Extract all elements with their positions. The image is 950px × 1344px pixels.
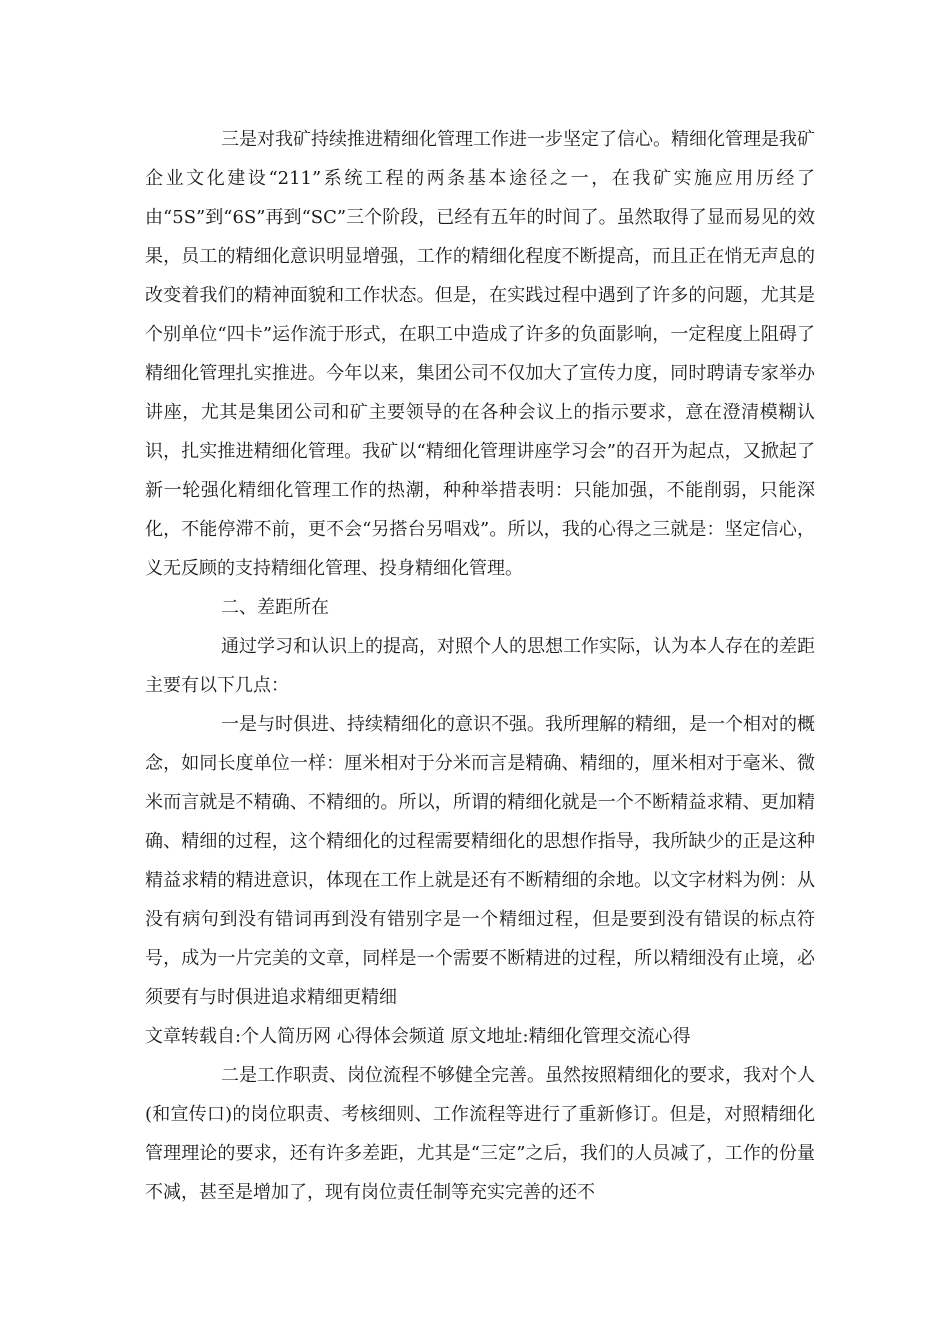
paragraph-point-one: 一是与时俱进、持续精细化的意识不强。我所理解的精细，是一个相对的概念，如同长度单位一样：厘米相对于分米而言是精确、精细的，厘米相对于毫米、微米而言就是不精确、不精细的。所以，所谓的精细化就是一个不断精益求精、更加精确、精细的过程，这个精细化的过程需要精细化的思想作指导，我所缺少的正是这种精益求精的精进意识，体现在工作上就是还有不断精细的余地。以文字材料为例：从没有病句到没有错词再到没有错别字是一个精细过程，但是要到没有错误的标点符号，成为一片完美的文章，同样是一个需要不断精进的过程，所以精细没有止境，必须要有与时俱进追求精细更精细: [145, 714, 815, 1008]
source-attribution-line: 文章转载自:个人简历网 心得体会频道 原文地址:精细化管理交流心得: [145, 1026, 691, 1047]
paragraph-gap-intro: 通过学习和认识上的提高，对照个人的思想工作实际，认为本人存在的差距主要有以下几点：: [145, 636, 815, 696]
document-body: [145, 120, 815, 1212]
paragraph-confidence: 三是对我矿持续推进精细化管理工作进一步坚定了信心。精细化管理是我矿企业文化建设“211”系统工程的两条基本途径之一，在我矿实施应用历经了由“5S”到“6S”再到“SC”三个阶段，已经有五年的时间了。虽然取得了显而易见的效果，员工的精细化意识明显增强，工作的精细化程度不断提高，而且正在悄无声息的改变着我们的精神面貌和工作状态。但是，在实践过程中遇到了许多的问题，尤其是个别单位“四卡”运作流于形式，在职工中造成了许多的负面影响，一定程度上阻碍了精细化管理扎实推进。今年以来，集团公司不仅加大了宣传力度，同时聘请专家举办讲座，尤其是集团公司和矿主要领导的在各种会议上的指示要求，意在澄清模糊认识，扎实推进精细化管理。我矿以“精细化管理讲座学习会”的召开为起点，又掀起了新一轮强化精细化管理工作的热潮，种种举措表明：只能加强，不能削弱，只能深化，不能停滞不前，更不会“另搭台另唱戏”。所以，我的心得之三就是：坚定信心，义无反顾的支持精细化管理、投身精细化管理。: [145, 129, 815, 579]
section-heading-gap: 二、差距所在: [221, 597, 329, 618]
paragraph-point-two: 二是工作职责、岗位流程不够健全完善。虽然按照精细化的要求，我对个人(和宣传口)的岗位职责、考核细则、工作流程等进行了重新修订。但是，对照精细化管理理论的要求，还有许多差距，尤其是“三定”之后，我们的人员减了，工作的份量不减，甚至是增加了，现有岗位责任制等充实完善的还不: [145, 1065, 815, 1203]
